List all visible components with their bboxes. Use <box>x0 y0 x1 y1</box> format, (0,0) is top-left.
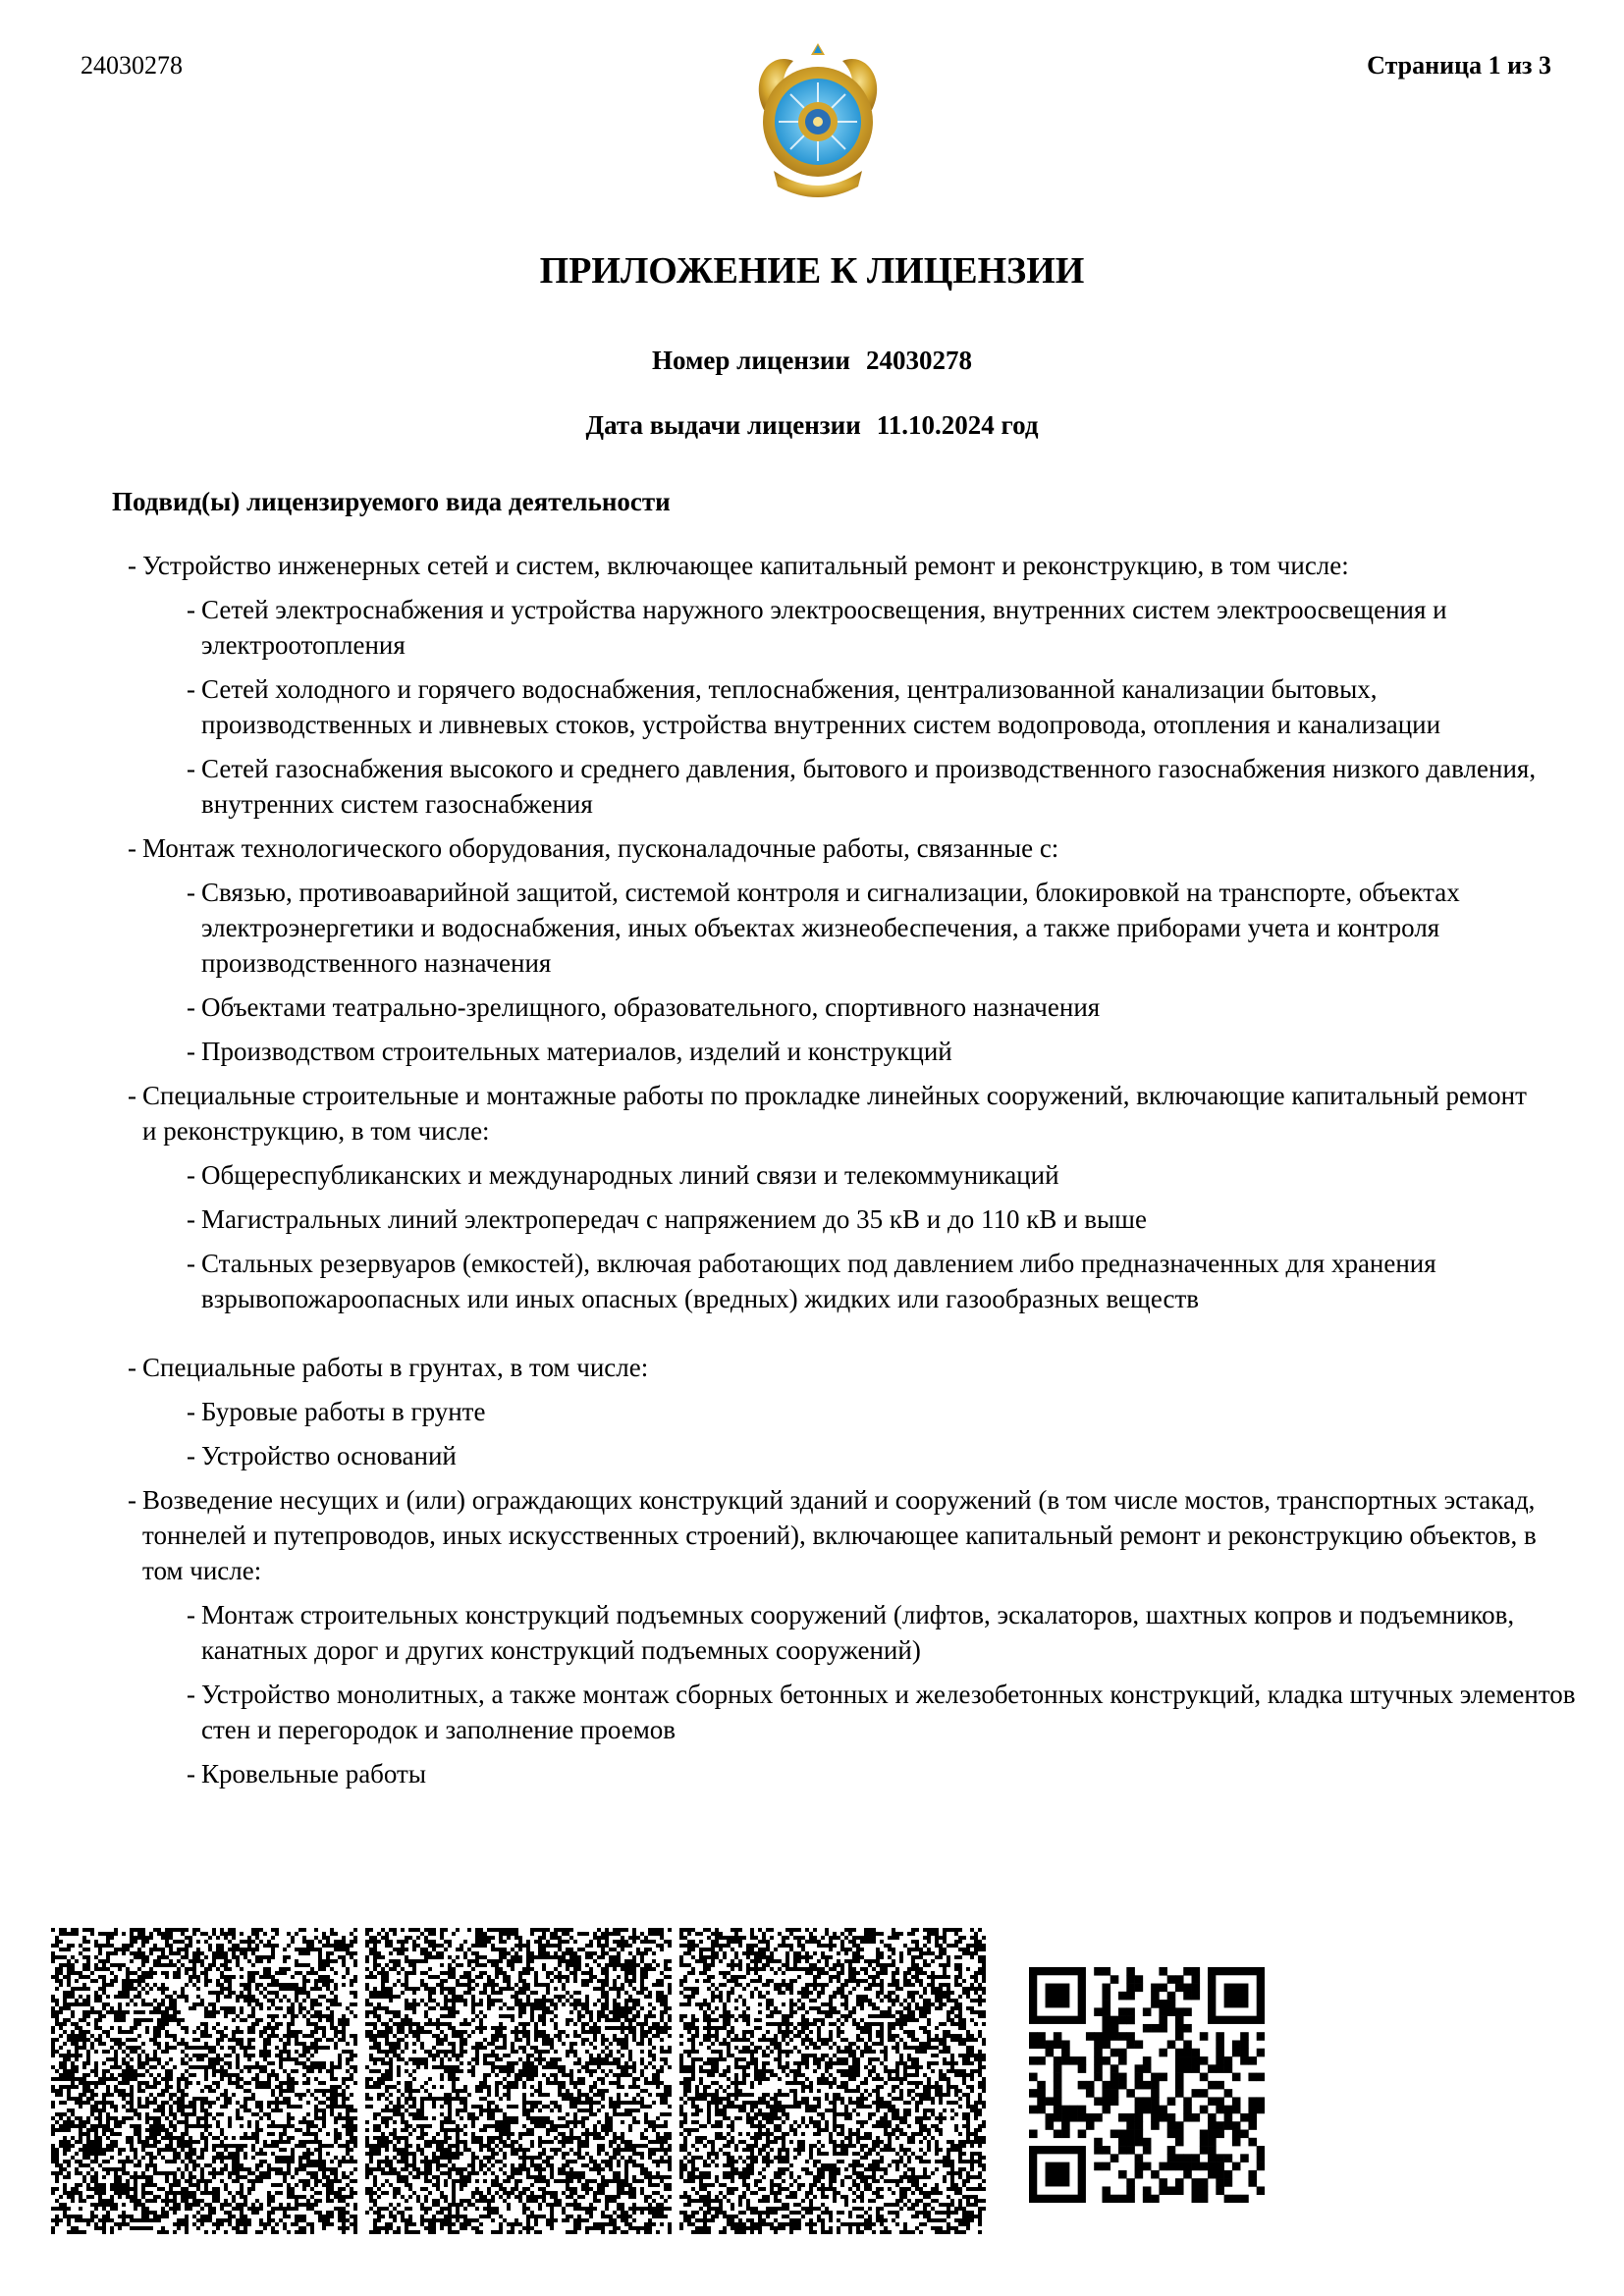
subtypes-heading: Подвид(ы) лицензируемого вида деятельности <box>112 487 671 516</box>
activity-subitem: - Сетей электроснабжения и устройства наружного электроосвещения, внутренних систем электроосвещения и электроотопления <box>187 595 1447 660</box>
issue-date-value: 11.10.2024 год <box>876 410 1039 440</box>
activity-subitem-text: Кровельные работы <box>201 1759 426 1789</box>
activity-subitem: - Объектами театрально-зрелищного, образовательного, спортивного назначения <box>187 992 1101 1022</box>
issue-date-line <box>0 410 1624 441</box>
activity-subitem-text: Производством строительных материалов, изделий и конструкций <box>201 1037 952 1066</box>
activity-item: - Устройство инженерных сетей и систем, включающее капитальный ремонт и реконструкцию, в том числе: <box>128 551 1349 580</box>
activity-item: - Специальные работы в грунтах, в том числе: <box>128 1353 649 1382</box>
2d-barcode-icon <box>365 1928 672 2234</box>
activity-text: Возведение несущих и (или) ограждающих конструкций зданий и сооружений (в том числе мостов, транспортных эстакад, тоннелей и путепроводов, иных искусственных строений), включающее капитальный ремонт и реконструкцию объектов, в том числе: <box>142 1485 1537 1585</box>
activity-subitem: - Монтаж строительных конструкций подъемных сооружений (лифтов, эскалаторов, шахтных копров и подъемников, канатных дорог и других конструкций подъемных сооружений) <box>187 1600 1515 1665</box>
activity-item: - Специальные строительные и монтажные работы по прокладке линейных сооружений, включающие капитальный ремонт и реконструкцию, в том числе: <box>128 1081 1527 1146</box>
activity-text: Специальные работы в грунтах, в том числе: <box>142 1353 649 1382</box>
activity-subitem-text: Монтаж строительных конструкций подъемных сооружений (лифтов, эскалаторов, шахтных копров и подъемников, канатных дорог и других конструкций подъемных сооружений) <box>201 1600 1515 1665</box>
license-number-label: Номер лицензии <box>652 346 850 375</box>
kazakhstan-state-emblem-icon <box>744 41 892 208</box>
license-number-line <box>0 346 1624 376</box>
activity-subitem: - Производством строительных материалов, изделий и конструкций <box>187 1037 952 1066</box>
activity-subitem-text: Стальных резервуаров (емкостей), включая работающих под давлением либо предназначенных для хранения взрывопожароопасных или иных опасных (вредных) жидких или газообразных веществ <box>201 1249 1436 1313</box>
qr-code-icon <box>1029 1967 1265 2203</box>
activity-subitem: - Сетей газоснабжения высокого и среднего давления, бытового и производственного газоснабжения низкого давления, внутренних систем газоснабжения <box>187 754 1537 819</box>
activity-subitem-text: Устройство монолитных, а также монтаж сборных бетонных и железобетонных конструкций, кладка штучных элементов стен и перегородок и заполнение проемов <box>201 1680 1576 1744</box>
activity-subitem: - Кровельные работы <box>187 1759 426 1789</box>
activity-item: - Монтаж технологического оборудования, пусконаладочные работы, связанные с: <box>128 833 1059 863</box>
page-number-top-left: 24030278 <box>81 51 183 80</box>
activity-subitem-text: Сетей электроснабжения и устройства наружного электроосвещения, внутренних систем электроосвещения и электроотопления <box>201 595 1447 660</box>
license-number-value: 24030278 <box>865 346 972 375</box>
2d-barcode-icon <box>51 1928 357 2234</box>
activity-subitem-text: Сетей газоснабжения высокого и среднего давления, бытового и производственного газоснабжения низкого давления, внутренних систем газоснабжения <box>201 754 1537 819</box>
activity-subitem: - Стальных резервуаров (емкостей), включая работающих под давлением либо предназначенных для хранения взрывопожароопасных или иных опасных (вредных) жидких или газообразных веществ <box>187 1249 1436 1313</box>
issue-date-label: Дата выдачи лицензии <box>585 410 861 440</box>
activity-text: Устройство инженерных сетей и систем, включающее капитальный ремонт и реконструкцию, в том числе: <box>142 551 1349 580</box>
activity-subitem: - Магистральных линий электропередач с напряжением до 35 кВ и до 110 кВ и выше <box>187 1204 1147 1234</box>
activity-subitem: - Устройство оснований <box>187 1441 457 1470</box>
activity-subitem: - Связью, противоаварийной защитой, системой контроля и сигнализации, блокировкой на транспорте, объектах электроэнергетики и водоснабжения, иных объектах жизнеобеспечения, а также приборами учета и контроля производственного назначения <box>187 878 1460 978</box>
activity-subitem-text: Устройство оснований <box>201 1441 457 1470</box>
activity-subitem: - Буровые работы в грунте <box>187 1397 486 1426</box>
activity-subitem-text: Сетей холодного и горячего водоснабжения, теплоснабжения, централизованной канализации бытовых, производственных и ливневых стоков, устройства внутренних систем водопровода, отопления и канализации <box>201 674 1441 739</box>
activity-list <box>0 548 1624 1800</box>
activity-subitem-text: Буровые работы в грунте <box>201 1397 486 1426</box>
activity-subitem-text: Общереспубликанских и международных линий связи и телекоммуникаций <box>201 1160 1059 1190</box>
activity-subitem: - Сетей холодного и горячего водоснабжения, теплоснабжения, централизованной канализации бытовых, производственных и ливневых стоков, устройства внутренних систем водопровода, отопления и канализации <box>187 674 1441 739</box>
activity-subitem: - Общереспубликанских и международных линий связи и телекоммуникаций <box>187 1160 1059 1190</box>
2d-barcode-icon <box>679 1928 986 2234</box>
activity-subitem: - Устройство монолитных, а также монтаж сборных бетонных и железобетонных конструкций, кладка штучных элементов стен и перегородок и заполнение проемов <box>187 1680 1576 1744</box>
activity-subitem-text: Магистральных линий электропередач с напряжением до 35 кВ и до 110 кВ и выше <box>201 1204 1147 1234</box>
activity-text: Монтаж технологического оборудования, пусконаладочные работы, связанные с: <box>142 833 1059 863</box>
activity-subitem-text: Связью, противоаварийной защитой, системой контроля и сигнализации, блокировкой на транспорте, объектах электроэнергетики и водоснабжения, иных объектах жизнеобеспечения, а также приборами учета и контроля производственного назначения <box>201 878 1460 978</box>
activity-item: - Возведение несущих и (или) ограждающих конструкций зданий и сооружений (в том числе мостов, транспортных эстакад, тоннелей и путепроводов, иных искусственных строений), включающее капитальный ремонт и реконструкцию объектов, в том числе: <box>128 1485 1537 1585</box>
activity-subitem-text: Объектами театрально-зрелищного, образовательного, спортивного назначения <box>201 992 1101 1022</box>
activity-text: Специальные строительные и монтажные работы по прокладке линейных сооружений, включающие капитальный ремонт и реконструкцию, в том числе: <box>142 1081 1527 1146</box>
page-counter: Страница 1 из 3 <box>1367 51 1551 80</box>
document-title: ПРИЛОЖЕНИЕ К ЛИЦЕНЗИИ <box>539 250 1085 292</box>
